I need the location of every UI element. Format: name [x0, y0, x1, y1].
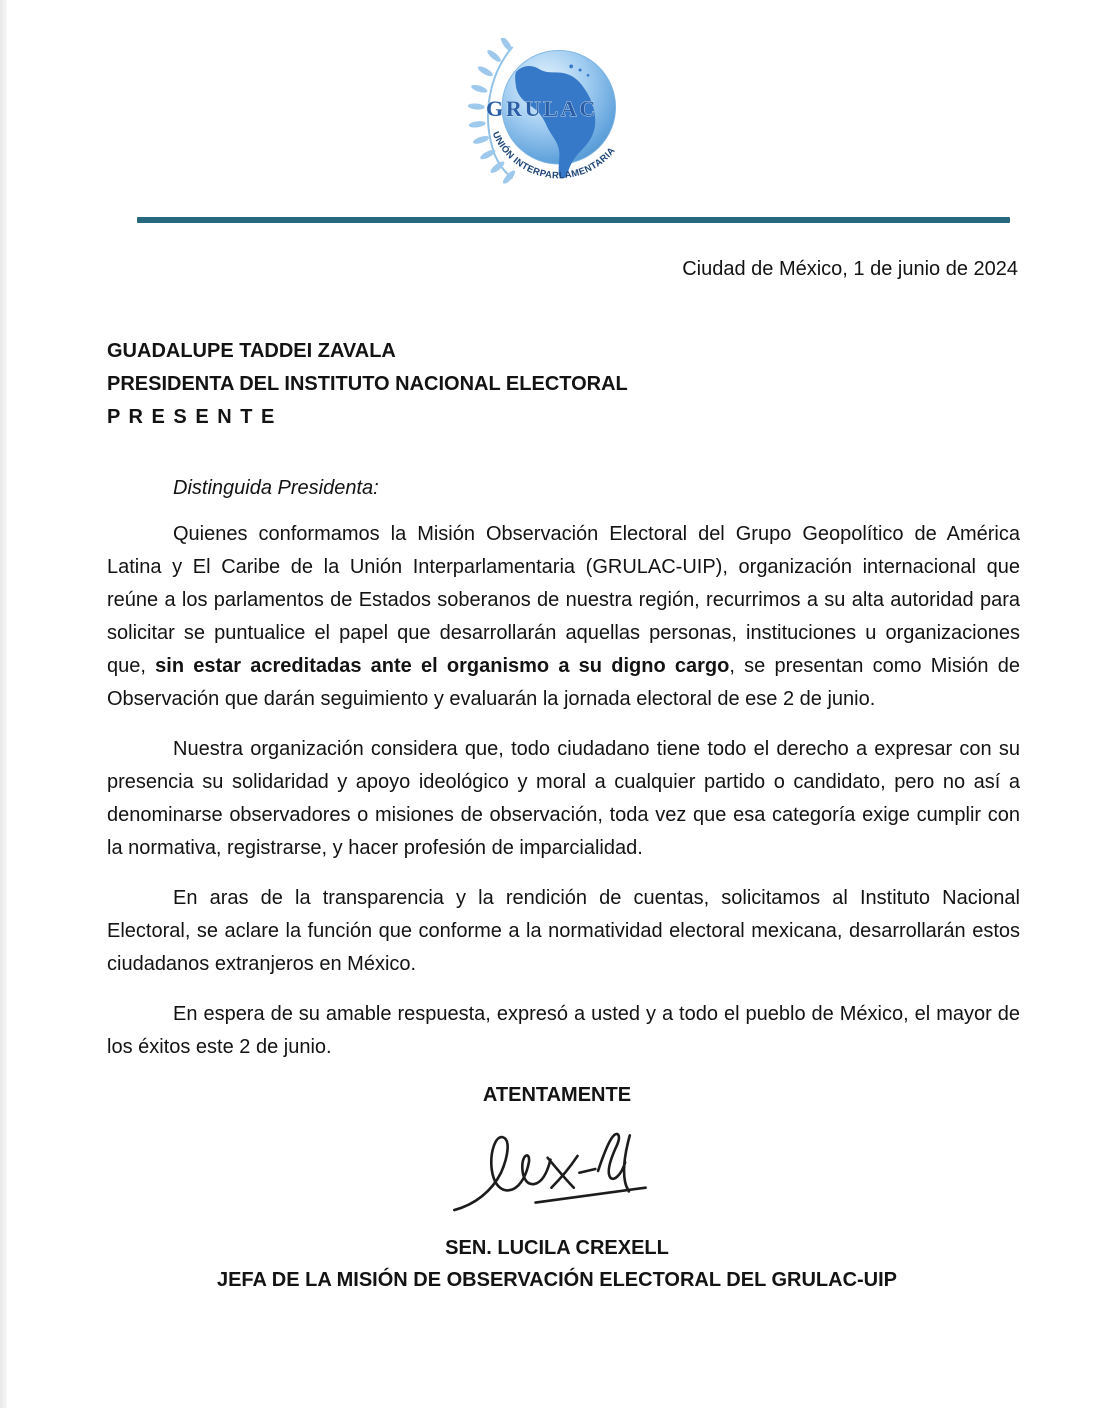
- closing-atentamente: ATENTAMENTE: [482, 1084, 632, 1106]
- scan-edge-artifact: [0, 0, 7, 1408]
- paragraph-1-text: Quienes conformamos la Misión Observación Electoral del Grupo Geopolítico de América Latina y El Caribe de la Unión Interparlamentaria (GRULAC-UIP), organización internacional que reúne a los parlamentos de Estados soberanos de nuestra región, recurrimos a su alta autoridad para solicitar se puntualice el papel que desarrollarán aquellas personas, instituciones u organizaciones que,: [107, 523, 1020, 677]
- paragraph-1-text-after: , se presentan como Misión de Observación que darán seguimiento y evaluarán la jornada electoral de ese 2 de junio.: [107, 655, 1020, 710]
- paragraph-4: [107, 998, 1020, 1064]
- paragraph-1: [107, 518, 1020, 716]
- letterhead: [0, 0, 1114, 201]
- date-line: Ciudad de México, 1 de junio de 2024: [682, 258, 1018, 280]
- recipient-block: [107, 335, 1020, 434]
- logo-arc-text: UNIÓN INTERPARLAMENTARIA: [490, 129, 617, 181]
- paragraph-2: [107, 733, 1020, 865]
- signoff-block: [0, 1232, 1114, 1296]
- recipient-name: GUADALUPE TADDEI ZAVALA: [107, 340, 396, 362]
- letterhead-divider: [137, 217, 1010, 223]
- paragraph-3-text: En aras de la transparencia y la rendición de cuentas, solicitamos al Instituto Nacional Electoral, se aclare la función que conforme a la normatividad electoral mexicana, desarrollarán estos ciudadanos extranjeros en México.: [107, 887, 1020, 975]
- recipient-presente: P R E S E N T E: [107, 406, 276, 428]
- paragraph-1-bold-phrase: sin estar acreditadas ante el organismo a su digno cargo: [155, 655, 730, 677]
- paragraph-2-text: Nuestra organización considera que, todo ciudadano tiene todo el derecho a expresar con su presencia su solidaridad y apoyo ideológico y moral a cualquier partido o candidato, pero no así a denominarse observadores o misiones de observación, toda vez que esa categoría exige cumplir con la normativa, registrarse, y hacer profesión de imparcialidad.: [107, 738, 1020, 859]
- signature-block: [0, 1113, 1114, 1230]
- handwritten-signature-icon: [442, 1113, 672, 1225]
- salutation: Distinguida Presidenta:: [173, 477, 379, 499]
- paragraph-3: [107, 882, 1020, 981]
- signer-name: SEN. LUCILA CREXELL: [445, 1237, 669, 1259]
- signer-title: JEFA DE LA MISIÓN DE OBSERVACIÓN ELECTORAL DEL GRULAC-UIP: [216, 1269, 898, 1291]
- logo-acronym-text: GRULAC: [485, 96, 599, 122]
- paragraph-4-text: En espera de su amable respuesta, expresó a usted y a todo el pueblo de México, el mayor de los éxitos este 2 de junio.: [107, 1003, 1020, 1058]
- grulac-globe-logo: [459, 38, 655, 196]
- recipient-title: PRESIDENTA DEL INSTITUTO NACIONAL ELECTORAL: [107, 373, 628, 395]
